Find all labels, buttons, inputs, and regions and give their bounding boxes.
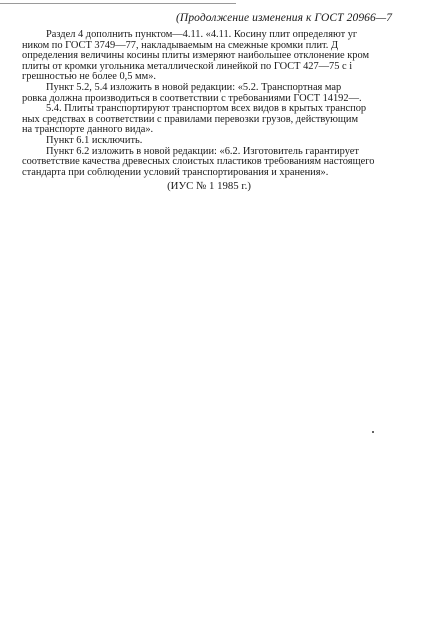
text-line: стандарта при соблюдении условий транспортирования и хранения». [22,167,329,178]
document-body [22,30,426,192]
text-line: соответствие качества древесных слоистых пластиков требованиям настоящего [22,157,375,168]
text-line: Пункт 6.2 изложить в новой редакции: «6.2. Изготовитель гарантирует [46,146,359,157]
stray-mark [372,431,374,433]
page-header: (Продолжение изменения к ГОСТ 20966—7 [176,12,393,24]
top-rule [0,3,236,4]
text-lines [22,30,426,178]
publication-reference: (ИУС № 1 1985 г.) [167,180,251,193]
text-line: ровка должна производиться в соответствии с требованиями ГОСТ 14192—. [22,93,362,104]
text-line: грешностью не более 0,5 мм». [22,72,156,83]
text-line: на транспорте данного вида». [22,125,154,136]
text-line: ником по ГОСТ 3749—77, накладываемым на смежные кромки плит. Д [22,40,339,51]
text-line: ных средствах в соответствии с правилами перевозки грузов, действующим [22,114,359,125]
text-line: Пункт 6.1 исключить. [46,135,143,146]
text-line: Пункт 5.2, 5.4 изложить в новой редакции: «5.2. Транспортная мар [46,82,342,93]
text-line: 5.4. Плиты транспортируют транспортом всех видов в крытых транспор [46,104,367,115]
text-line: определения величины косины плиты измеряют наибольшее отклонение кром [22,51,370,62]
text-line: плиты от кромки угольника металлической линейкой по ГОСТ 427—75 с і [22,61,353,72]
text-line: Раздел 4 дополнить пунктом—4.11. «4.11. Косину плит определяют уг [46,30,358,40]
